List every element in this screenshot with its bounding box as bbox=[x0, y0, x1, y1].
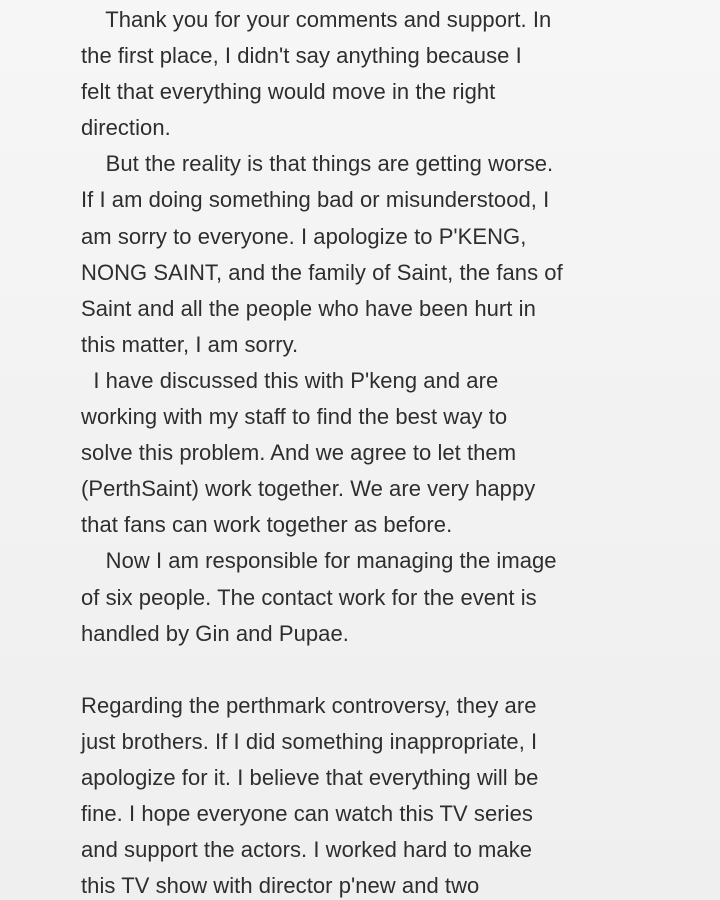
text-line: this matter, I am sorry. bbox=[81, 331, 299, 357]
text-line: Saint and all the people who have been hurt in bbox=[81, 295, 536, 321]
text-line: the first place, I didn't say anything because I bbox=[81, 43, 522, 69]
text-line: direction. bbox=[81, 115, 171, 141]
text-line: (PerthSaint) work together. We are very happy bbox=[81, 476, 536, 502]
text-line: working with my staff to find the best way to bbox=[81, 404, 508, 430]
blank-line bbox=[81, 652, 711, 688]
text-line: If I am doing something bad or misunderstood, I bbox=[81, 187, 550, 213]
text-line: of six people. The contact work for the event is bbox=[81, 584, 537, 610]
text-line: I have discussed this with P'keng and are bbox=[81, 367, 499, 393]
text-line: fine. I hope everyone can watch this TV series bbox=[81, 801, 533, 827]
text-line: solve this problem. And we agree to let them bbox=[81, 440, 517, 466]
text-line: am sorry to everyone. I apologize to P'KENG, bbox=[81, 223, 527, 249]
text-line: apologize for it. I believe that everything will be bbox=[81, 764, 539, 790]
text-line: and support the actors. I worked hard to make bbox=[81, 837, 533, 863]
text-line: Thank you for your comments and support. In bbox=[81, 7, 552, 32]
text-line: felt that everything would move in the right bbox=[81, 79, 496, 105]
text-line: Now I am responsible for managing the image bbox=[81, 548, 557, 574]
text-line: Regarding the perthmark controversy, they are bbox=[81, 692, 537, 718]
text-line: this TV show with director p'new and two bbox=[81, 873, 480, 899]
text-line: that fans can work together as before. bbox=[81, 512, 453, 538]
text-line: NONG SAINT, and the family of Saint, the fans of bbox=[81, 259, 563, 285]
text-line: handled by Gin and Pupae. bbox=[81, 620, 349, 646]
statement-text bbox=[81, 2, 711, 900]
text-line: But the reality is that things are getting worse. bbox=[81, 151, 554, 177]
text-line: just brothers. If I did something inappropriate, I bbox=[81, 728, 538, 754]
